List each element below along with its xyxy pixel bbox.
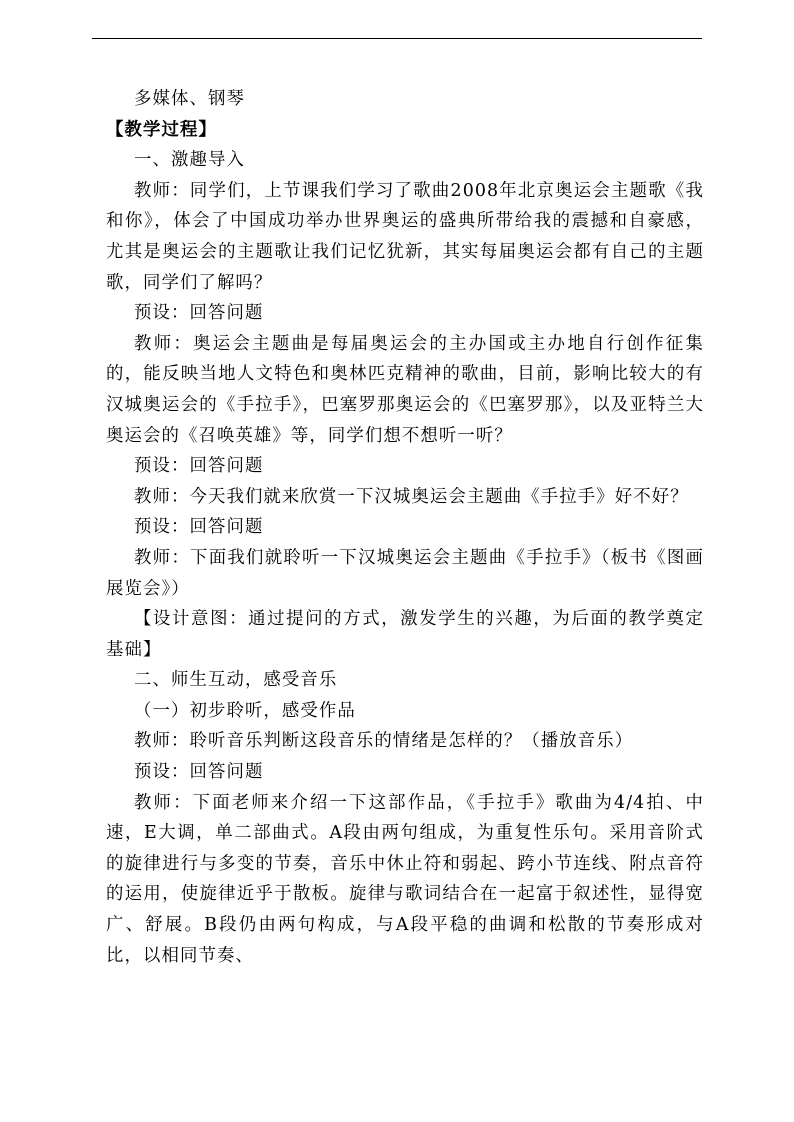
paragraph: 预设：回答问题	[134, 456, 264, 477]
paragraph: 教师：奥运会主题曲是每届奥运会的主办国或主办地自行创作征集的，能反映当地人文特色和奥林匹克精神的歌曲，目前，影响比较大的有汉城奥运会的《手拉手》，巴塞罗那奥运会的《巴塞罗那》，以及亚特兰大奥运会的《召唤英雄》等，同学们想不想听一听？	[106, 333, 704, 446]
header-rule	[92, 38, 702, 39]
paragraph: 教师：今天我们就来欣赏一下汉城奥运会主题曲《手拉手》好不好？	[134, 486, 689, 507]
paragraph: 预设：回答问题	[134, 517, 264, 538]
subheading-first-listen: （一）初步聆听，感受作品	[134, 700, 356, 721]
subheading-interaction: 二、师生互动，感受音乐	[134, 670, 338, 691]
materials-line: 多媒体、钢琴	[134, 89, 245, 109]
section-heading-teaching-process: 【教学过程】	[106, 119, 217, 140]
paragraph: 教师：同学们，上节课我们学习了歌曲2008年北京奥运会主题歌《我和你》，体会了中国成功举办世界奥运的盛典所带给我的震撼和自豪感，尤其是奥运会的主题歌让我们记忆犹新，其实每届奥运会都有自己的主题歌，同学们了解吗？	[106, 180, 704, 293]
design-intent-note: 【设计意图：通过提问的方式，激发学生的兴趣，为后面的教学奠定基础】	[106, 609, 704, 660]
body-text	[106, 84, 704, 971]
subheading-intro: 一、激趣导入	[134, 150, 245, 171]
paragraph: 教师：下面老师来介绍一下这部作品，《手拉手》歌曲为4/4拍、中速，E大调，单二部曲式。A段由两句组成，为重复性乐句。采用音阶式的旋律进行与多变的节奏，音乐中休止符和弱起、跨小节连线、附点音符的运用，使旋律近乎于散板。旋律与歌词结合在一起富于叙述性，显得宽广、舒展。B段仍由两句构成，与A段平稳的曲调和松散的节奏形成对比，以相同节奏、	[106, 792, 704, 966]
paragraph: 教师：下面我们就聆听一下汉城奥运会主题曲《手拉手》（板书《图画展览会》）	[106, 547, 704, 599]
paragraph: 预设：回答问题	[134, 762, 264, 783]
paragraph: 教师：聆听音乐判断这段音乐的情绪是怎样的？（播放音乐）	[134, 731, 634, 752]
paragraph: 预设：回答问题	[134, 303, 264, 324]
